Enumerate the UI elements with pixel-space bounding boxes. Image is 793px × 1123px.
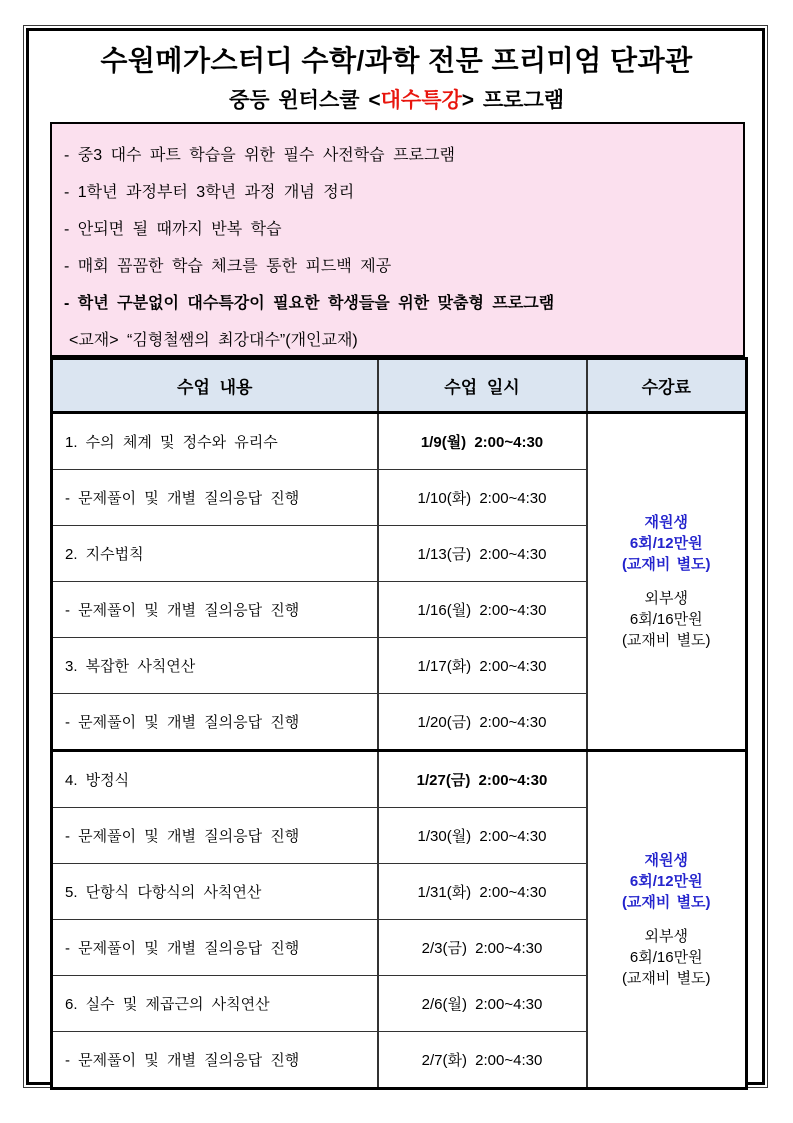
content-cell: 2. 지수법칙 — [52, 526, 378, 582]
fee-external-price: 6회/16만원 — [629, 949, 703, 966]
content-cell: 4. 방정식 — [52, 751, 378, 808]
fee-enrolled — [588, 850, 746, 913]
date-cell: 1/13(금) 2:00~4:30 — [378, 526, 587, 582]
fee-enrolled-note: (교재비 별도) — [621, 894, 711, 911]
fee-cell-block1 — [587, 413, 747, 751]
fee-enrolled-name: 재원생 — [644, 852, 688, 869]
content-cell: - 문제풀이 및 개별 질의응답 진행 — [52, 694, 378, 751]
date-cell: 1/30(월) 2:00~4:30 — [378, 808, 587, 864]
subtitle-suffix: > 프로그램 — [461, 89, 565, 112]
fee-external-note: (교재비 별도) — [621, 632, 711, 649]
info-line-textbook: <교재> “김형철쌤의 최강대수”(개인교재) — [69, 332, 358, 349]
table-row — [52, 413, 747, 470]
info-line: - 1학년 과정부터 3학년 과정 개념 정리 — [64, 184, 355, 201]
info-line: - 안되면 될 때까지 반복 학습 — [64, 221, 282, 238]
date-cell: 1/10(화) 2:00~4:30 — [378, 470, 587, 526]
fee-enrolled-name: 재원생 — [644, 514, 688, 531]
date-cell: 2/3(금) 2:00~4:30 — [378, 920, 587, 976]
subtitle-highlight: 대수특강 — [380, 89, 462, 112]
fee-external-note: (교재비 별도) — [621, 970, 711, 987]
program-info-box — [50, 122, 745, 357]
fee-enrolled-note: (교재비 별도) — [621, 556, 711, 573]
fee-external-name: 외부생 — [644, 590, 688, 607]
fee-enrolled-price: 6회/12만원 — [629, 535, 703, 552]
fee-external — [588, 926, 746, 989]
subtitle-prefix: 중등 윈터스쿨 < — [228, 89, 381, 112]
content-cell: 3. 복잡한 사칙연산 — [52, 638, 378, 694]
fee-cell-block2 — [587, 751, 747, 1089]
col-header-datetime: 수업 일시 — [378, 359, 587, 413]
fee-enrolled-price: 6회/12만원 — [629, 873, 703, 890]
content-cell: - 문제풀이 및 개별 질의응답 진행 — [52, 1032, 378, 1089]
fee-enrolled — [588, 512, 746, 575]
fee-external-price: 6회/16만원 — [629, 611, 703, 628]
date-cell: 1/27(금) 2:00~4:30 — [378, 751, 587, 808]
content-cell: - 문제풀이 및 개별 질의응답 진행 — [52, 920, 378, 976]
content-cell: 1. 수의 체계 및 정수와 유리수 — [52, 413, 378, 470]
info-line: - 중3 대수 파트 학습을 위한 필수 사전학습 프로그램 — [64, 147, 455, 164]
date-cell: 2/7(화) 2:00~4:30 — [378, 1032, 587, 1089]
content-cell: 6. 실수 및 제곱근의 사칙연산 — [52, 976, 378, 1032]
page-subtitle — [0, 87, 793, 115]
date-cell: 1/17(화) 2:00~4:30 — [378, 638, 587, 694]
content-cell: - 문제풀이 및 개별 질의응답 진행 — [52, 470, 378, 526]
schedule-table — [50, 357, 748, 1090]
content-cell: 5. 단항식 다항식의 사칙연산 — [52, 864, 378, 920]
date-cell: 1/20(금) 2:00~4:30 — [378, 694, 587, 751]
date-cell: 1/9(월) 2:00~4:30 — [378, 413, 587, 470]
content-cell: - 문제풀이 및 개별 질의응답 진행 — [52, 808, 378, 864]
info-line-emphasis: - 학년 구분없이 대수특강이 필요한 학생들을 위한 맞춤형 프로그램 — [64, 295, 555, 312]
fee-external-name: 외부생 — [644, 928, 688, 945]
date-cell: 2/6(월) 2:00~4:30 — [378, 976, 587, 1032]
table-row — [52, 751, 747, 808]
date-cell: 1/31(화) 2:00~4:30 — [378, 864, 587, 920]
col-header-content: 수업 내용 — [52, 359, 378, 413]
col-header-fee: 수강료 — [587, 359, 747, 413]
content-cell: - 문제풀이 및 개별 질의응답 진행 — [52, 582, 378, 638]
page-title: 수원메가스터디 수학/과학 전문 프리미엄 단과관 — [100, 45, 693, 76]
date-cell: 1/16(월) 2:00~4:30 — [378, 582, 587, 638]
table-header-row — [52, 359, 747, 413]
info-line: - 매회 꼼꼼한 학습 체크를 통한 피드백 제공 — [64, 258, 392, 275]
fee-external — [588, 588, 746, 651]
